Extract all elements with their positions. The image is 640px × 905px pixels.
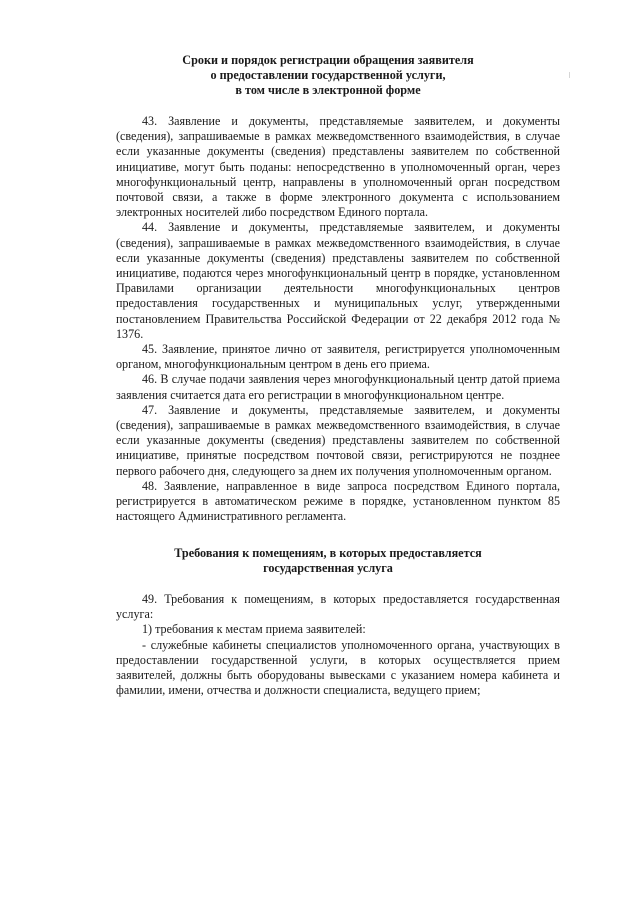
paragraph-47: 47. Заявление и документы, представляемые заявителем, и документы (сведения), запрашиваемые в рамках межведомственного взаимодействия, в случае если указанные документы (сведения) представлены заявителем по собственной инициативе, принятые посредством почтовой связи, регистрируются не позднее первого рабочего дня, следующего за днем их получения уполномоченным органом. [116, 402, 560, 478]
section-heading-registration [118, 53, 538, 98]
scan-speck [569, 72, 570, 78]
paragraph-48: 48. Заявление, направленное в виде запроса посредством Единого портала, регистрируется в автоматическом режиме в порядке, установленном пунктом 85 настоящего Административного регламента. [116, 478, 560, 524]
paragraph-43: 43. Заявление и документы, представляемые заявителем, и документы (сведения), запрашиваемые в рамках межведомственного взаимодействия, в случае если указанные документы (сведения) представлены заявителем по собственной инициативе, могут быть поданы: непосредственно в уполномоченный орган, через многофункциональный центр, направлены в уполномоченный орган посредством почтовой связи, а также в форме электронного документа с использованием электронных носителей либо посредством Единого портала. [116, 114, 560, 220]
section-body-registration [116, 114, 560, 524]
list-item-1: 1) требования к местам приема заявителей: [142, 622, 366, 637]
section-body-premises [116, 592, 560, 698]
heading-line: Сроки и порядок регистрации обращения заявителя [182, 53, 474, 67]
heading-line: Требования к помещениям, в которых предоставляется [174, 546, 482, 560]
paragraph-44: 44. Заявление и документы, представляемые заявителем, и документы (сведения), запрашиваемые в рамках межведомственного взаимодействия, в случае если указанные документы (сведения) представлены заявителем по собственной инициативе, подаются через многофункциональный центр в порядке, установленном Правилами организации деятельности многофункциональных центров предоставления государственных и муниципальных услуг, утвержденными постановлением Правительства Российской Федерации от 22 декабря 2012 года № 1376. [116, 220, 560, 341]
heading-line: о предоставлении государственной услуги, [210, 68, 446, 82]
paragraph-45: 45. Заявление, принятое лично от заявителя, регистрируется уполномоченным органом, многофункциональным центром в день его приема. [116, 342, 560, 372]
paragraph-49: 49. Требования к помещениям, в которых предоставляется государственная услуга: [116, 592, 560, 622]
list-dash-item: - служебные кабинеты специалистов уполномоченного органа, участвующих в предоставлении государственной услуги, в которых осуществляется прием заявителей, должны быть оборудованы вывесками с указанием номера кабинета и фамилии, имени, отчества и должности специалиста, ведущего прием; [116, 637, 560, 698]
heading-line: государственная услуга [263, 561, 393, 575]
paragraph-46: 46. В случае подачи заявления через многофункциональный центр датой приема заявления считается дата его регистрации в многофункциональном центре. [116, 372, 560, 402]
heading-line: в том числе в электронной форме [235, 83, 421, 97]
section-heading-premises [118, 546, 538, 576]
